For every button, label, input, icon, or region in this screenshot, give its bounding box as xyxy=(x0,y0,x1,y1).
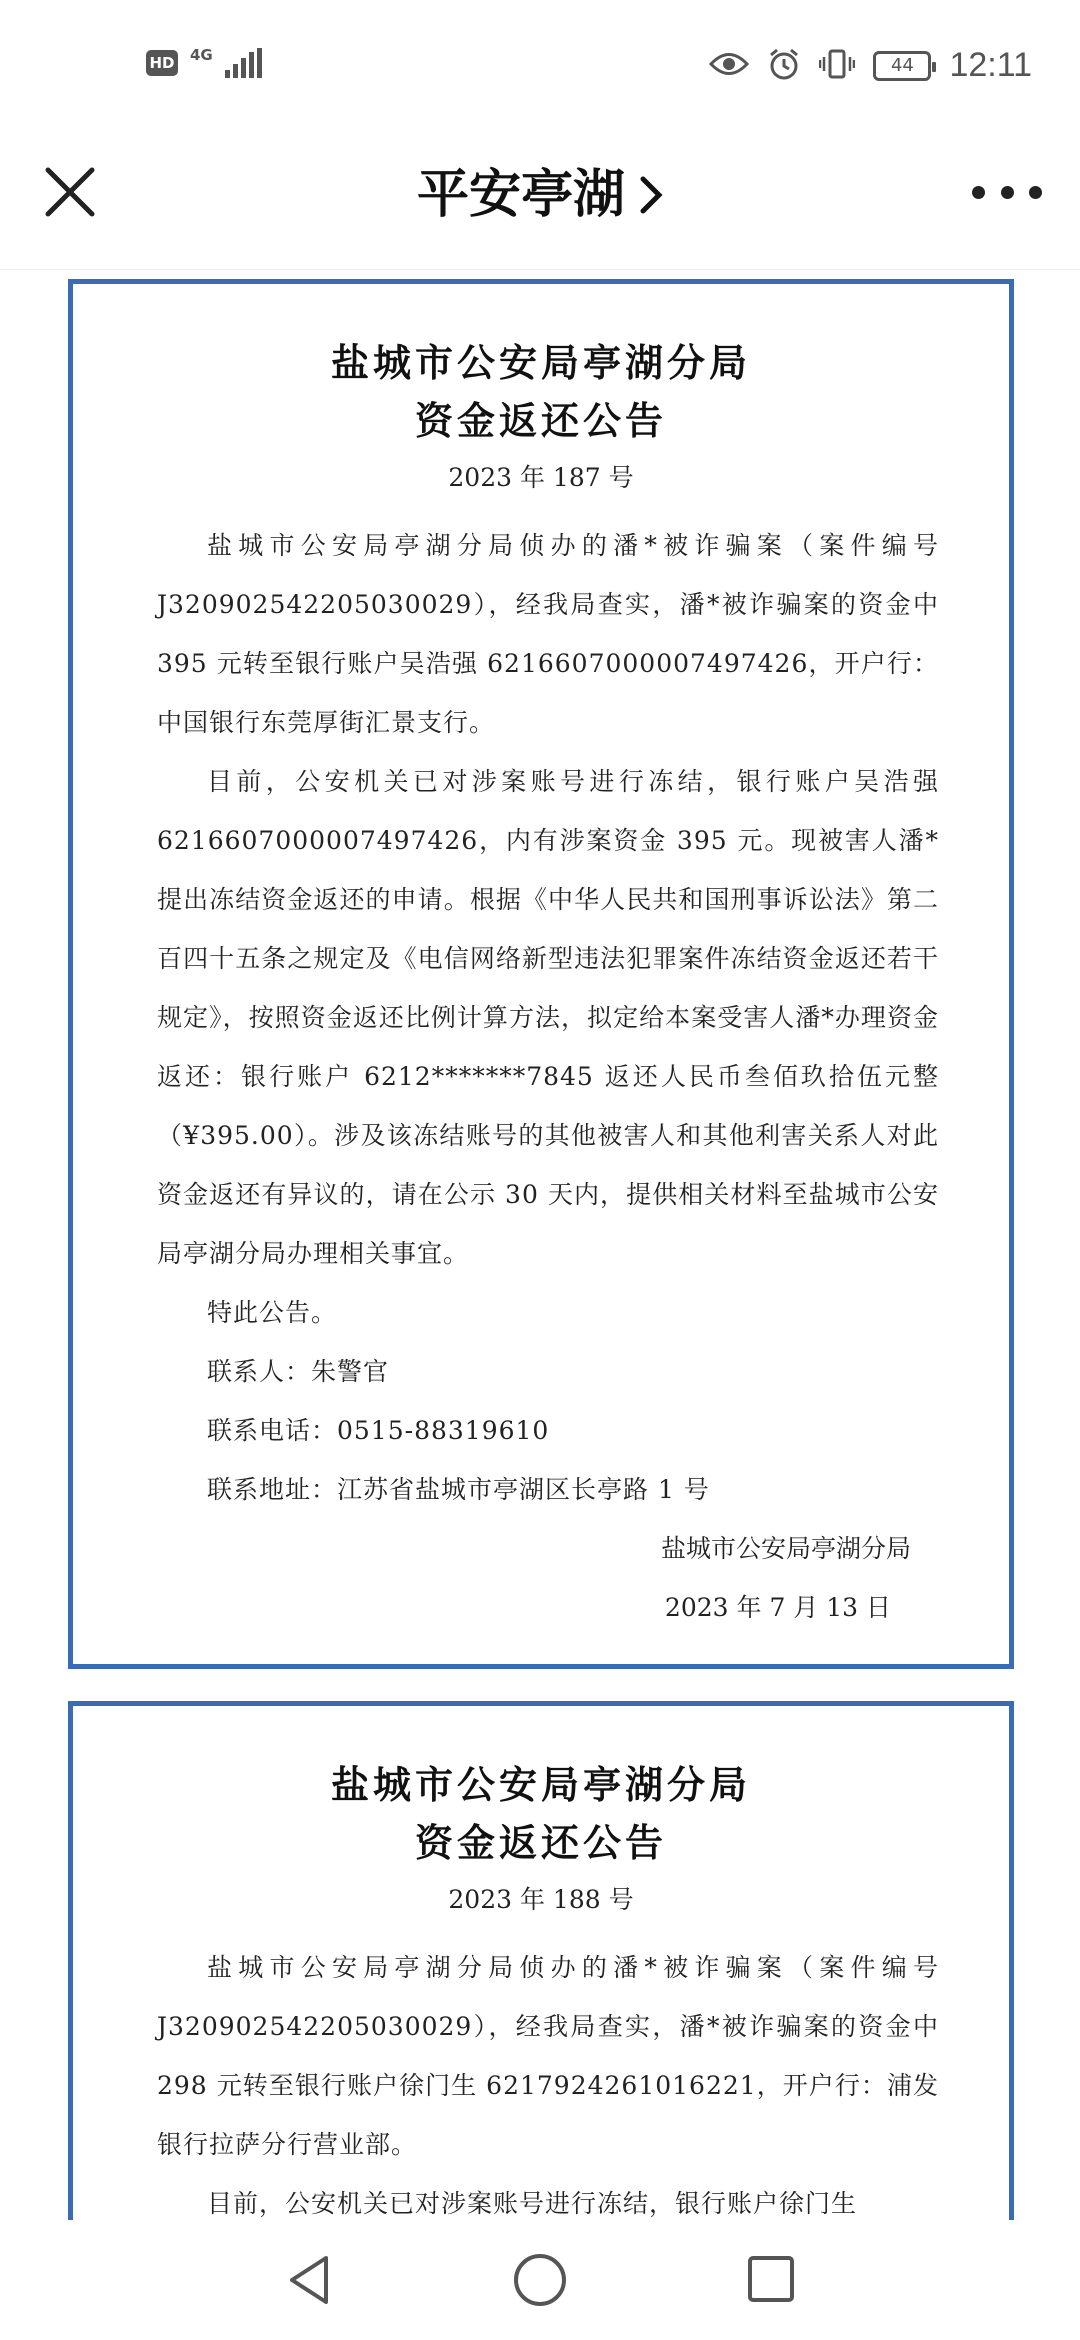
vibrate-icon xyxy=(819,49,855,83)
account-title[interactable] xyxy=(0,160,1080,233)
home-button[interactable] xyxy=(512,2252,568,2308)
notice-signature: 盐城市公安局亭湖分局 xyxy=(660,1534,911,1563)
notice-contact-phone: 联系电话：0515-88319610 xyxy=(207,1416,550,1445)
notice-body xyxy=(73,1938,1009,2220)
more-dot-icon xyxy=(1029,186,1042,199)
notice-title: 资金返还公告 xyxy=(414,399,667,443)
hd-badge: HD xyxy=(146,50,178,76)
notice-image xyxy=(68,1701,1014,2220)
circle-home-icon xyxy=(512,2252,568,2308)
notice-paragraph: 目前，公安机关已对涉案账号进行冻结，银行账户吴浩强6216607000007497426，内有涉案资金 395 元。现被害人潘*提出冻结资金返还的申请。根据《中华人民共和国刑事诉讼法》第二百四十五条之规定及《电信网络新型违法犯罪案件冻结资金返还若干规定》，按照资金返还比例计算方法，拟定给本案受害人潘*办理资金返还：银行账户 6212*******7845 返还人民币叁佰玖拾伍元整（¥395.00）。涉及该冻结账号的其他被害人和其他利害关系人对此资金返还有异议的，请在公示 30 天内，提供相关材料至盐城市公安局亭湖分局办理相关事宜。 xyxy=(157,767,939,1268)
account-name: 平安亭湖 xyxy=(416,165,625,225)
clock: 12:11 xyxy=(949,46,1032,84)
notice-closing: 特此公告。 xyxy=(207,1298,338,1327)
triangle-back-icon xyxy=(282,2252,338,2308)
status-bar xyxy=(0,0,1080,140)
notice-paragraph: 盐城市公安局亭湖分局侦办的潘*被诈骗案（案件编号J320902542205030029），经我局查实，潘*被诈骗案的资金中298 元转至银行账户徐门生 6217924261016221，开户行：浦发银行拉萨分行营业部。 xyxy=(157,1953,939,2159)
chevron-right-icon xyxy=(639,163,663,233)
notice-contact-address: 联系地址：江苏省盐城市亭湖区长亭路 1 号 xyxy=(207,1475,710,1504)
notice-paragraph: 目前，公安机关已对涉案账号进行冻结，银行账户徐门生 xyxy=(207,2189,858,2218)
notice-title-org: 盐城市公安局亭湖分局 xyxy=(330,341,751,385)
more-dot-icon xyxy=(972,186,985,199)
notice-number: 2023 年 188 号 xyxy=(448,1885,634,1914)
eye-icon xyxy=(709,51,749,81)
back-button[interactable] xyxy=(282,2252,338,2308)
status-right xyxy=(709,46,1032,85)
notice-number: 2023 年 187 号 xyxy=(448,463,634,492)
more-dot-icon xyxy=(1001,186,1014,199)
notice-contact-person: 联系人：朱警官 xyxy=(207,1357,390,1386)
article-content[interactable] xyxy=(0,271,1080,2220)
notice-title-org: 盐城市公安局亭湖分局 xyxy=(330,1763,751,1807)
notice-date: 2023 年 7 月 13 日 xyxy=(664,1593,891,1622)
network-type: 4G xyxy=(190,46,213,64)
notice-image xyxy=(68,279,1014,1669)
more-button[interactable] xyxy=(972,172,1042,212)
notice-body xyxy=(73,516,1009,1519)
status-left xyxy=(146,48,262,78)
notice-title: 资金返还公告 xyxy=(414,1821,667,1865)
signal-icon xyxy=(225,48,262,78)
recents-button[interactable] xyxy=(746,2254,796,2304)
notice-paragraph: 盐城市公安局亭湖分局侦办的潘*被诈骗案（案件编号J320902542205030029），经我局查实，潘*被诈骗案的资金中395 元转至银行账户吴浩强 6216607000007497426，开户行：中国银行东莞厚街汇景支行。 xyxy=(157,531,939,737)
battery-icon: 44 xyxy=(873,51,931,81)
alarm-icon xyxy=(767,47,801,85)
square-recents-icon xyxy=(746,2254,796,2304)
